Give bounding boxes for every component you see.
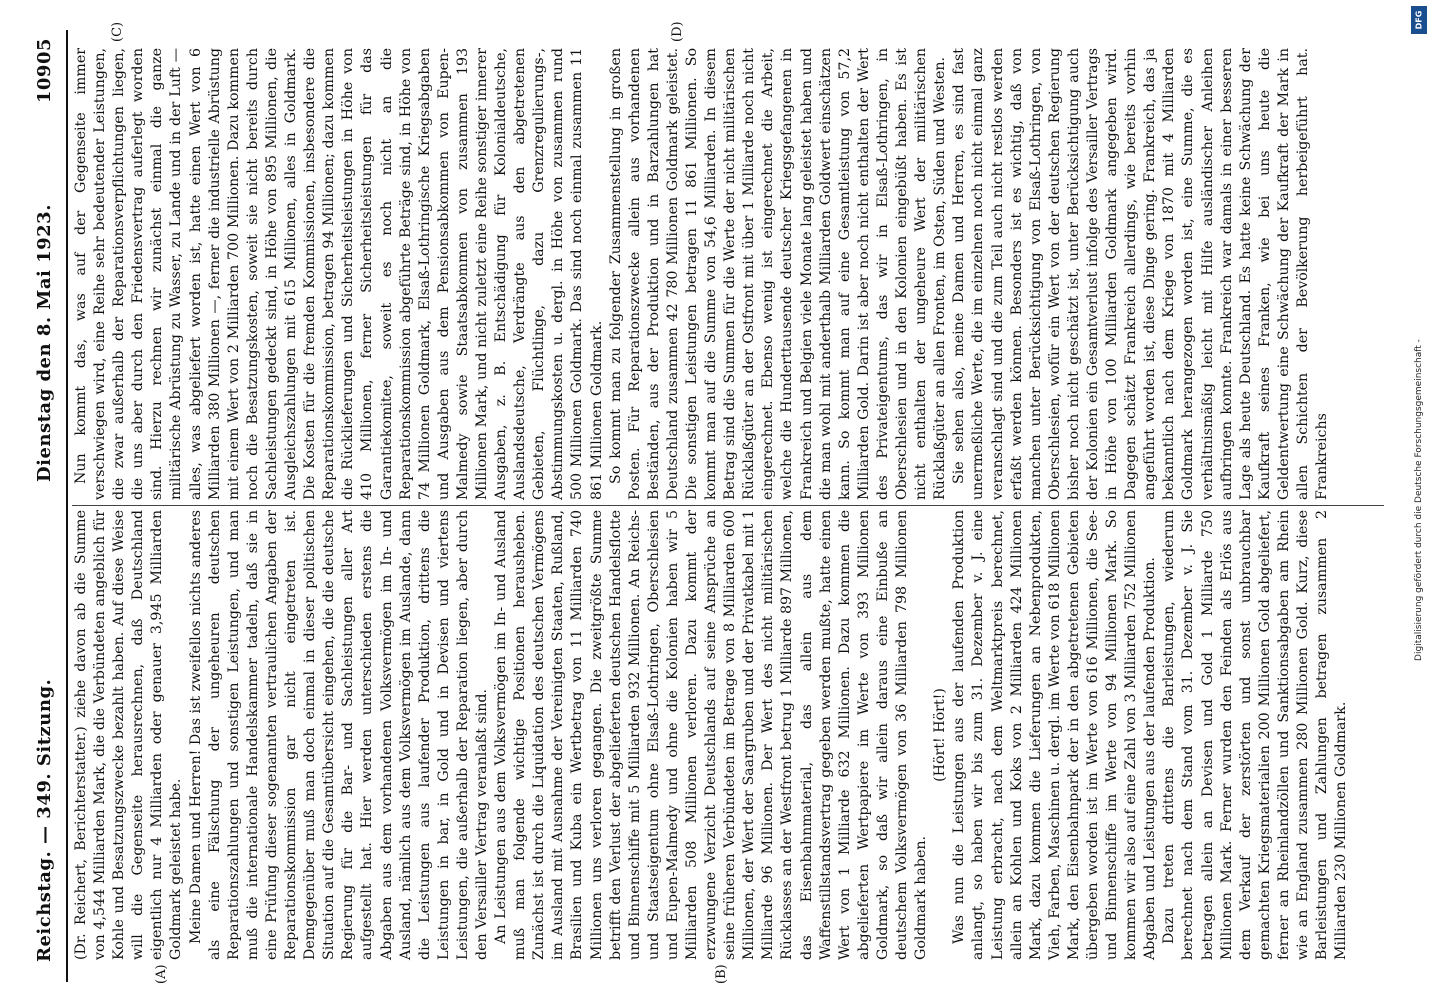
paragraph: Nun kommt das, was auf der Gegenseite immer verschwiegen wird, eine Reihe sehr bedeutender Leistungen, die zwar außerhalb der Reparationsverpflichtungen liegen, die uns aber durch den Friedensvertrag auferlegt worden sind. Hierzu rechnen wir zunächst einmal die ganze militärische Abrüstung zu Wasser, zu Lande und in der Luft — alles, was abgeliefert worden ist, hatte einen Wert von 6 Milliarden 380 Millionen —, ferner die industrielle Abrüstung mit einem Wert von 2 Milliarden 700 Millionen. Dazu kommen noch die Besatzungskosten, soweit sie nicht bereits durch Sachleistungen gedeckt sind, in Höhe von 895 Millionen, die Ausgleichszahlungen mit 615 Millionen, alles in Goldmark. Die Kosten für die fremden Kommissionen, insbesondere die Reparationskommission, betragen 94 Millionen; dazu kommen die Rücklieferungen und Sicherheitsleistungen in Höhe von 410 Millionen, ferner Sicherheitsleistungen für das Garantiekomitee, soweit es noch nicht an die Reparationskommission abgeführte Beträge sind, in Höhe von 74 Millionen Goldmark, Elsaß-Lothringische Kriegsabgaben und Ausgaben aus dem Pensionsabkommen von Eupen-Malmedy sowie Staatsabkommen von zusammen 193 Millionen Mark, und nicht zuletzt eine Reihe sonstiger innerer Ausgaben, z. B. Entschädigung für Kolonialdeutsche, Auslandsdeutsche, Verdrängte aus den abgetretenen Gebieten, Flüchtlinge, dazu Grenzregulierungs-, Abstimmungskosten u. dergl. in Höhe von zusammen rund 500 Millionen Goldmark. Das sind noch einmal zusammen 11 861 Millionen Goldmark.	[73, 48, 605, 500]
rotated-page	[30, 21, 1394, 984]
left-column	[72, 510, 1384, 984]
margin-marker-d: (D)	[670, 21, 685, 42]
dfg-logo	[1411, 6, 1427, 34]
column-divider	[72, 505, 1384, 506]
paragraph: An Leistungen aus dem Volksvermögen im In- und Ausland muß man folgende wichtige Positionen herausheben. Zunächst ist durch die Liquidation des deutschen Vermögens im Ausland mit Ausnahme der Vereinigten Staaten, Rußland, Brasilien und Kuba ein Wertbetrag von 11 Milliarden 740 Millionen uns verloren gegangen. Die zweitgrößte Summe betrifft den Verlust der abgelieferten deutschen Handelsflotte und Binnenschiffe mit 5 Milliarden 932 Millionen. An Reichs- und Staatseigentum ohne Elsaß-Lothringen, Oberschlesien und Eupen-Malmedy und ohne die Kolonien haben wir 5 Milliarden 508 Millionen verloren. Dazu kommt der erzwungene Verzicht Deutschlands auf seine Ansprüche an seine früheren Verbündeten im Betrage von 8 Milliarden 600 Millionen, der Wert der Saargruben und der Privatkabel mit 1 Milliarde 96 Millionen. Der Wert des nicht militärischen Rücklasses an der Westfront betrug 1 Milliarde 897 Millionen, das Eisenbahnmaterial, das allein aus dem Waffenstillstandsvertrag gegeben werden mußte, hatte einen Wert von 1 Milliarde 632 Millionen. Dazu kommen die abgelieferten Wertpapiere im Werte von 393 Millionen Goldmark, so daß wir allein daraus eine Einbuße an deutschem Volksvermögen von 36 Milliarden 798 Millionen Goldmark haben.	[493, 510, 930, 960]
paragraph: Sie sehen also, meine Damen und Herren, es sind fast unermeßliche Werte, die im einzelnen noch nicht einmal ganz veranschlagt sind und die zum Teil auch nicht restlos werden erfaßt werden können. Besonders ist es wichtig, daß von manchen unter Berücksichtigung von Elsaß-Lothringen, von Oberschlesien, wofür ein Wert von der deutschen Regierung bisher noch nicht geschätzt ist, unter Berücksichtigung auch der Kolonien ein Gesamtverlust infolge des Versailler Vertrags in Höhe von 100 Milliarden Goldmark angegeben wird. Dagegen schätzt Frankreich allerdings, wie bereits vorhin angeführt worden ist, diese Dinge gering. Frankreich, das ja bekanntlich nach dem Kriege von 1870 mit 4 Milliarden Goldmark herangezogen worden ist, eine Summe, die es verhältnismäßig leicht mit Hilfe ausländischer Anleihen aufbringen konnte. Frankreich war damals in einer besseren Lage als heute Deutschland. Es hatte keine Schwächung der Kaufkraft seines Franken, wie bei uns heute die Geldentwertung eine Schwächung der Kaufkraft der Mark in allen Schichten der Bevölkerung herbeigeführt hat. Frankreichs	[951, 48, 1331, 500]
interjection: (Hört! Hört!)	[932, 688, 949, 782]
paragraph: So kommt man zu folgender Zusammenstellung in großen Posten. Für Reparationszwecke allein aus vorhandenen Beständen, aus der Produktion und in Barzahlungen hat Deutschland zusammen 42 780 Millionen Goldmark geleistet. Die sonstigen Leistungen betragen 11 861 Millionen. So kommt man auf die Summe von 54,6 Milliarden. In diesem Betrag sind die Summen für die Werte der nicht militärischen Rücklaßgüter an der Ostfront mit über 1 Milliarde noch nicht eingerechnet. Ebenso wenig ist eingerechnet die Arbeit, welche die Hunderttausende deutscher Kriegsgefangenen in Frankreich und Belgien viele Monate lang geleistet haben und die man wohl mit anderthalb Milliarden Goldwert einschätzen kann. So kommt man auf eine Gesamtleistung von 57,2 Milliarden Gold. Darin ist aber noch nicht enthalten der Wert des Privateigentums, das wir in Elsaß-Lothringen, in Oberschlesien und in den Kolonien eingebüßt haben. Es ist nicht enthalten der ungeheure Wert der militärischen Rücklaßgüter an allen Fronten, im Osten, Süden und Westen.	[607, 48, 949, 500]
paragraph: Was nun die Leistungen aus der laufenden Produktion anlangt, so haben wir bis zum 31. Dezember v. J. eine Leistung erbracht, nach dem Weltmarktpreis berechnet, allein an Kohlen und Koks von 2 Milliarden 424 Millionen Mark, dazu kommen die Lieferungen an Nebenprodukten, Vieh, Farben, Maschinen u. dergl. im Werte von 618 Millionen Mark, den Eisenbahnpark der in den abgetretenen Gebieten übergeben worden ist im Werte von 616 Millionen, die See- und Binnenschiffe im Werte von 94 Millionen Mark. So kommen wir also auf eine Zahl von 3 Milliarden 752 Millionen Abgaben und Leistungen aus der laufenden Produktion.	[951, 510, 1159, 960]
right-column	[72, 48, 1384, 500]
header-date: Dienstag den 8. Mai 1923.	[34, 204, 55, 482]
page-header	[30, 30, 64, 982]
page-number: 10905	[34, 38, 55, 104]
dfg-logo-text: DFG	[1414, 10, 1424, 30]
margin-marker-c: (C)	[110, 21, 125, 42]
paragraph: (Dr. Reichert, Berichterstatter.) ziehe davon ab die Summe von 4,544 Milliarden Mark, die die Verbündeten angeblich für Kohle und Besatzungszwecke bezahlt haben. Auf diese Weise will die Gegenseite herausrechnen, daß Deutschland eigentlich nur 4 Milliarden oder genauer 3,945 Milliarden Goldmark geleistet habe.	[73, 510, 185, 960]
margin-marker-a: (A)	[154, 964, 169, 984]
margin-marker-b: (B)	[714, 964, 729, 984]
paragraph: Dazu treten drittens die Barleistungen, wiederum berechnet nach dem Stand vom 31. Dezember v. J. Sie betragen allein an Devisen und Gold 1 Milliarde 750 Millionen Mark. Ferner wurden den Feinden als Erlös aus dem Verkauf der zerstörten und sonst unbrauchbar gemachten Kriegsmaterialien 200 Millionen Gold abgeliefert, ferner an Rheinlandzöllen und Sanktionsabgaben am Rhein wie an England zusammen 280 Millionen Gold. Kurz, diese Barleistungen und Zahlungen betragen zusammen 2 Milliarden 230 Millionen Goldmark.	[1161, 510, 1350, 960]
digitization-note	[1408, 8, 1430, 992]
header-session: Reichstag. — 349. Sitzung.	[34, 678, 55, 962]
header-rule	[66, 30, 68, 982]
paragraph: Meine Damen und Herren! Das ist zweifellos nichts anderes als eine Fälschung der ungeheuren deutschen Reparationszahlungen und sonstigen Leistungen, und man muß die internationale Handelskammer tadeln, daß sie in eine Prüfung dieser sogenannten vertraulichen Angaben der Reparationskommission gar nicht eingetreten ist. Demgegenüber muß man doch einmal in dieser politischen Situation auf die Gesamtübersicht eingehen, die die deutsche Regierung für die Bar- und Sachleistungen aller Art aufgestellt hat. Hier werden unterschieden erstens die Abgaben aus dem vorhandenen Volksvermögen im In- und Ausland, nämlich aus dem Volksvermögen im Auslande, dann die Leistungen aus laufender Produktion, drittens die Leistungen in bar, in Gold und in Devisen und viertens Leistungen, die außerhalb der Reparation liegen, aber durch den Versailler Vertrag veranlaßt sind.	[187, 510, 490, 960]
digitization-text: Digitalisierung gefördert durch die Deutsche Forschungsgemeinschaft -	[1414, 339, 1424, 661]
